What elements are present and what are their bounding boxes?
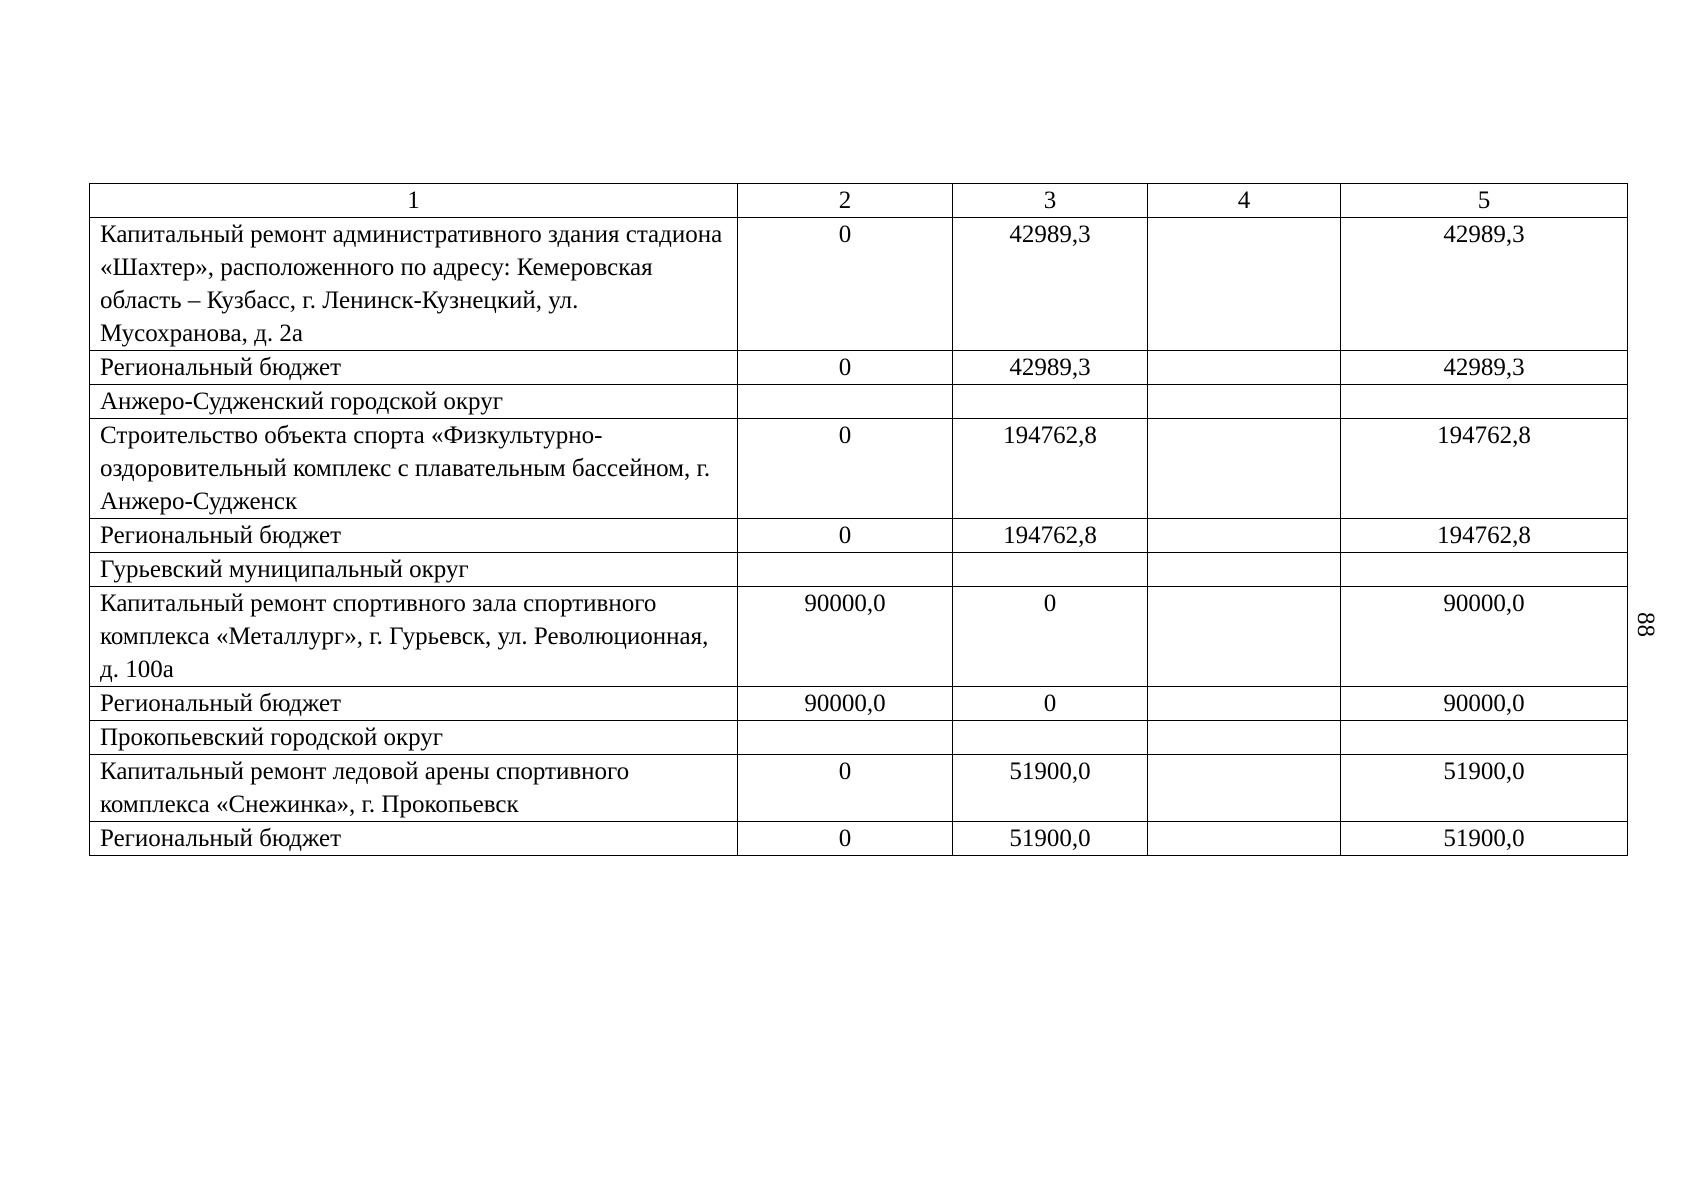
- column-number-3: 3: [953, 184, 1148, 218]
- cell-col5: 42989,3: [1341, 351, 1628, 385]
- table-header-row: [90, 184, 1628, 218]
- row-label: Капитальный ремонт административного здания стадиона «Шахтер», расположенного по адресу: Кемеровская область – Кузбасс, г. Ленинск-Кузнецкий, ул. Мусохранова, д. 2а: [90, 218, 738, 351]
- column-number-5: 5: [1341, 184, 1628, 218]
- cell-col4: [1148, 721, 1341, 755]
- row-label: Анжеро-Судженский городской округ: [90, 385, 738, 419]
- cell-col5: 51900,0: [1341, 822, 1628, 856]
- cell-col4: [1148, 385, 1341, 419]
- column-number-4: 4: [1148, 184, 1341, 218]
- row-label: Региональный бюджет: [90, 822, 738, 856]
- cell-col5: [1341, 385, 1628, 419]
- cell-col3: [953, 721, 1148, 755]
- table-row: [90, 519, 1628, 553]
- cell-col2: 0: [738, 822, 953, 856]
- cell-col3: [953, 553, 1148, 587]
- cell-col5: 90000,0: [1341, 687, 1628, 721]
- cell-col3: 42989,3: [953, 218, 1148, 351]
- cell-col5: 90000,0: [1341, 587, 1628, 687]
- cell-col5: 194762,8: [1341, 419, 1628, 519]
- cell-col4: [1148, 519, 1341, 553]
- row-label: Региональный бюджет: [90, 687, 738, 721]
- cell-col2: 0: [738, 351, 953, 385]
- cell-col2: 90000,0: [738, 587, 953, 687]
- cell-col2: 0: [738, 419, 953, 519]
- cell-col2: 0: [738, 755, 953, 822]
- table-row: [90, 553, 1628, 587]
- cell-col4: [1148, 553, 1341, 587]
- cell-col3: 42989,3: [953, 351, 1148, 385]
- cell-col3: 51900,0: [953, 755, 1148, 822]
- cell-col3: 194762,8: [953, 519, 1148, 553]
- cell-col2: [738, 553, 953, 587]
- table-row: [90, 755, 1628, 822]
- table-row: [90, 419, 1628, 519]
- cell-col3: 0: [953, 687, 1148, 721]
- table-row: [90, 822, 1628, 856]
- budget-table: [89, 183, 1628, 856]
- row-label: Региональный бюджет: [90, 351, 738, 385]
- column-number-1: 1: [90, 184, 738, 218]
- cell-col5: 42989,3: [1341, 218, 1628, 351]
- cell-col5: 194762,8: [1341, 519, 1628, 553]
- cell-col2: 90000,0: [738, 687, 953, 721]
- cell-col3: 51900,0: [953, 822, 1148, 856]
- cell-col3: 0: [953, 587, 1148, 687]
- cell-col2: 0: [738, 218, 953, 351]
- row-label: Строительство объекта спорта «Физкультурно-оздоровительный комплекс с плавательным бассейном, г. Анжеро-Судженск: [90, 419, 738, 519]
- cell-col4: [1148, 419, 1341, 519]
- row-label: Капитальный ремонт спортивного зала спортивного комплекса «Металлург», г. Гурьевск, ул. Революционная, д. 100а: [90, 587, 738, 687]
- cell-col4: [1148, 587, 1341, 687]
- row-label: Региональный бюджет: [90, 519, 738, 553]
- cell-col5: [1341, 721, 1628, 755]
- table-row: [90, 218, 1628, 351]
- cell-col2: [738, 721, 953, 755]
- cell-col2: 0: [738, 519, 953, 553]
- cell-col5: 51900,0: [1341, 755, 1628, 822]
- cell-col4: [1148, 351, 1341, 385]
- cell-col4: [1148, 822, 1341, 856]
- cell-col3: 194762,8: [953, 419, 1148, 519]
- table-row: [90, 721, 1628, 755]
- table-row: [90, 385, 1628, 419]
- row-label: Капитальный ремонт ледовой арены спортивного комплекса «Снежинка», г. Прокопьевск: [90, 755, 738, 822]
- page-number: 88: [1632, 612, 1659, 637]
- table-row: [90, 351, 1628, 385]
- column-number-2: 2: [738, 184, 953, 218]
- table-row: [90, 687, 1628, 721]
- cell-col5: [1341, 553, 1628, 587]
- row-label: Прокопьевский городской округ: [90, 721, 738, 755]
- cell-col3: [953, 385, 1148, 419]
- cell-col2: [738, 385, 953, 419]
- row-label: Гурьевский муниципальный округ: [90, 553, 738, 587]
- cell-col4: [1148, 218, 1341, 351]
- cell-col4: [1148, 687, 1341, 721]
- cell-col4: [1148, 755, 1341, 822]
- table-row: [90, 587, 1628, 687]
